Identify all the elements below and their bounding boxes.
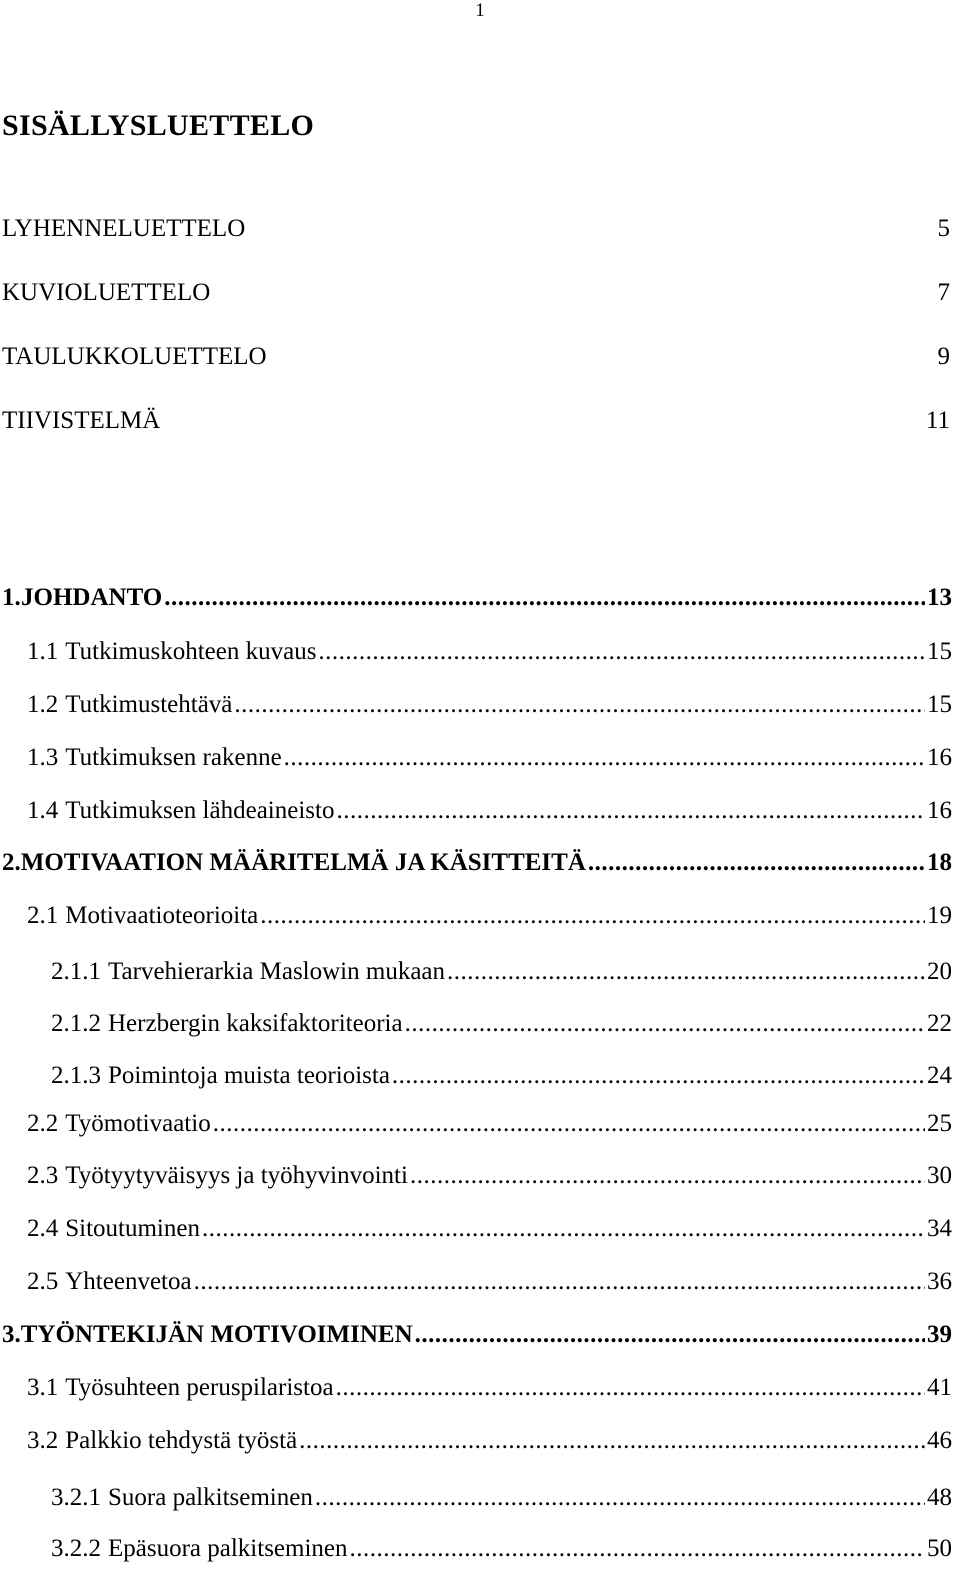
front-matter-label: TIIVISTELMÄ — [2, 407, 161, 434]
front-matter-label: LYHENNELUETTELO — [2, 215, 246, 242]
page-number: 1 — [475, 0, 485, 21]
toc-number: 3.2.1 — [51, 1484, 101, 1511]
toc-leader — [164, 581, 925, 615]
toc-leader — [318, 635, 925, 669]
front-matter-page: 9 — [937, 343, 950, 370]
toc-number: 3.1 — [27, 1374, 59, 1401]
toc-label: Työmotivaatio — [65, 1110, 211, 1137]
toc-leader — [405, 1007, 925, 1041]
toc-label: Yhteenvetoa — [65, 1268, 192, 1295]
toc-label: Tutkimuksen lähdeaineisto — [65, 797, 335, 824]
toc-label: Tutkimuksen rakenne — [65, 744, 282, 771]
toc-label: MOTIVAATION MÄÄRITELMÄ JA KÄSITTEITÄ — [20, 849, 586, 876]
toc-leader — [234, 688, 925, 722]
toc-section[interactable] — [27, 1159, 952, 1193]
toc-subsection[interactable] — [51, 1532, 952, 1566]
toc-leader — [588, 846, 925, 880]
toc-page: 15 — [927, 691, 952, 718]
toc-number: 1.1 — [27, 638, 59, 665]
toc-section[interactable] — [27, 635, 952, 669]
toc-leader — [447, 955, 925, 989]
toc-label: Sitoutuminen — [65, 1215, 200, 1242]
toc-number: 3.2 — [27, 1427, 59, 1454]
toc-leader — [260, 899, 925, 933]
toc-page: 50 — [927, 1535, 952, 1562]
toc-section[interactable] — [27, 899, 952, 933]
toc-leader — [415, 1318, 925, 1352]
toc-page: 18 — [927, 849, 952, 876]
toc-label: JOHDANTO — [21, 584, 163, 611]
toc-page: 24 — [927, 1062, 952, 1089]
toc-number: 2. — [2, 849, 21, 876]
toc-page: 20 — [927, 958, 952, 985]
toc-label: Tutkimuskohteen kuvaus — [65, 638, 317, 665]
front-matter-page: 5 — [937, 215, 950, 242]
toc-section[interactable] — [27, 794, 952, 828]
toc-leader — [350, 1532, 925, 1566]
toc-number: 1.4 — [27, 797, 59, 824]
front-matter-item — [2, 340, 950, 374]
toc-label: Palkkio tehdystä työstä — [65, 1427, 298, 1454]
toc-number: 1. — [2, 584, 21, 611]
toc-number: 2.4 — [27, 1215, 59, 1242]
toc-chapter[interactable] — [2, 581, 952, 615]
toc-subsection[interactable] — [51, 1059, 952, 1093]
toc-page: 30 — [927, 1162, 952, 1189]
toc-number: 2.5 — [27, 1268, 59, 1295]
toc-label: Työtyytyväisyys ja työhyvinvointi — [65, 1162, 408, 1189]
toc-section[interactable] — [27, 1424, 952, 1458]
toc-label: Herzbergin kaksifaktoriteoria — [108, 1010, 403, 1037]
toc-label: Tarvehierarkia Maslowin mukaan — [108, 958, 446, 985]
toc-label: Poimintoja muista teorioista — [108, 1062, 390, 1089]
toc-page: 22 — [927, 1010, 952, 1037]
toc-page: 16 — [927, 744, 952, 771]
toc-page: 41 — [927, 1374, 952, 1401]
toc-leader — [315, 1481, 925, 1515]
toc-section[interactable] — [27, 1107, 952, 1141]
toc-leader — [392, 1059, 925, 1093]
toc-leader — [336, 794, 925, 828]
toc-number: 2.1.2 — [51, 1010, 101, 1037]
front-matter-label: KUVIOLUETTELO — [2, 279, 211, 306]
toc-leader — [202, 1212, 925, 1246]
toc-section[interactable] — [27, 688, 952, 722]
toc-leader — [410, 1159, 925, 1193]
toc-leader — [194, 1265, 925, 1299]
toc-chapter[interactable] — [2, 1318, 952, 1352]
toc-number: 2.3 — [27, 1162, 59, 1189]
front-matter-item — [2, 276, 950, 310]
toc-number: 1.3 — [27, 744, 59, 771]
front-matter-page: 7 — [937, 279, 950, 306]
toc-chapter[interactable] — [2, 846, 952, 880]
toc-number: 3.2.2 — [51, 1535, 101, 1562]
toc-label: Epäsuora palkitseminen — [108, 1535, 348, 1562]
toc-label: Tutkimustehtävä — [65, 691, 233, 718]
toc-section[interactable] — [27, 1212, 952, 1246]
front-matter-item — [2, 404, 950, 438]
toc-section[interactable] — [27, 1371, 952, 1405]
toc-subsection[interactable] — [51, 955, 952, 989]
page-title: SISÄLLYSLUETTELO — [2, 109, 315, 142]
toc-section[interactable] — [27, 741, 952, 775]
toc-number: 2.1 — [27, 902, 59, 929]
toc-page: 46 — [927, 1427, 952, 1454]
toc-number: 1.2 — [27, 691, 59, 718]
toc-leader — [284, 741, 925, 775]
toc-page: 25 — [927, 1110, 952, 1137]
toc-page: 19 — [927, 902, 952, 929]
toc-leader — [299, 1424, 925, 1458]
toc-leader — [336, 1371, 925, 1405]
toc-number: 2.1.3 — [51, 1062, 101, 1089]
front-matter-page: 11 — [925, 407, 950, 434]
toc-page: 48 — [927, 1484, 952, 1511]
toc-section[interactable] — [27, 1265, 952, 1299]
toc-page: 36 — [927, 1268, 952, 1295]
toc-subsection[interactable] — [51, 1481, 952, 1515]
toc-page: 13 — [927, 584, 952, 611]
toc-leader — [213, 1107, 925, 1141]
toc-page: 39 — [927, 1321, 952, 1348]
toc-number: 3. — [2, 1321, 21, 1348]
toc-label: Työsuhteen peruspilaristoa — [65, 1374, 334, 1401]
toc-page: 16 — [927, 797, 952, 824]
front-matter-item — [2, 212, 950, 246]
toc-label: Suora palkitseminen — [108, 1484, 313, 1511]
toc-label: TYÖNTEKIJÄN MOTIVOIMINEN — [20, 1321, 413, 1348]
toc-label: Motivaatioteorioita — [65, 902, 259, 929]
toc-page: 34 — [927, 1215, 952, 1242]
front-matter-label: TAULUKKOLUETTELO — [2, 343, 267, 370]
toc-number: 2.2 — [27, 1110, 59, 1137]
toc-subsection[interactable] — [51, 1007, 952, 1041]
toc-page: 15 — [927, 638, 952, 665]
toc-number: 2.1.1 — [51, 958, 101, 985]
